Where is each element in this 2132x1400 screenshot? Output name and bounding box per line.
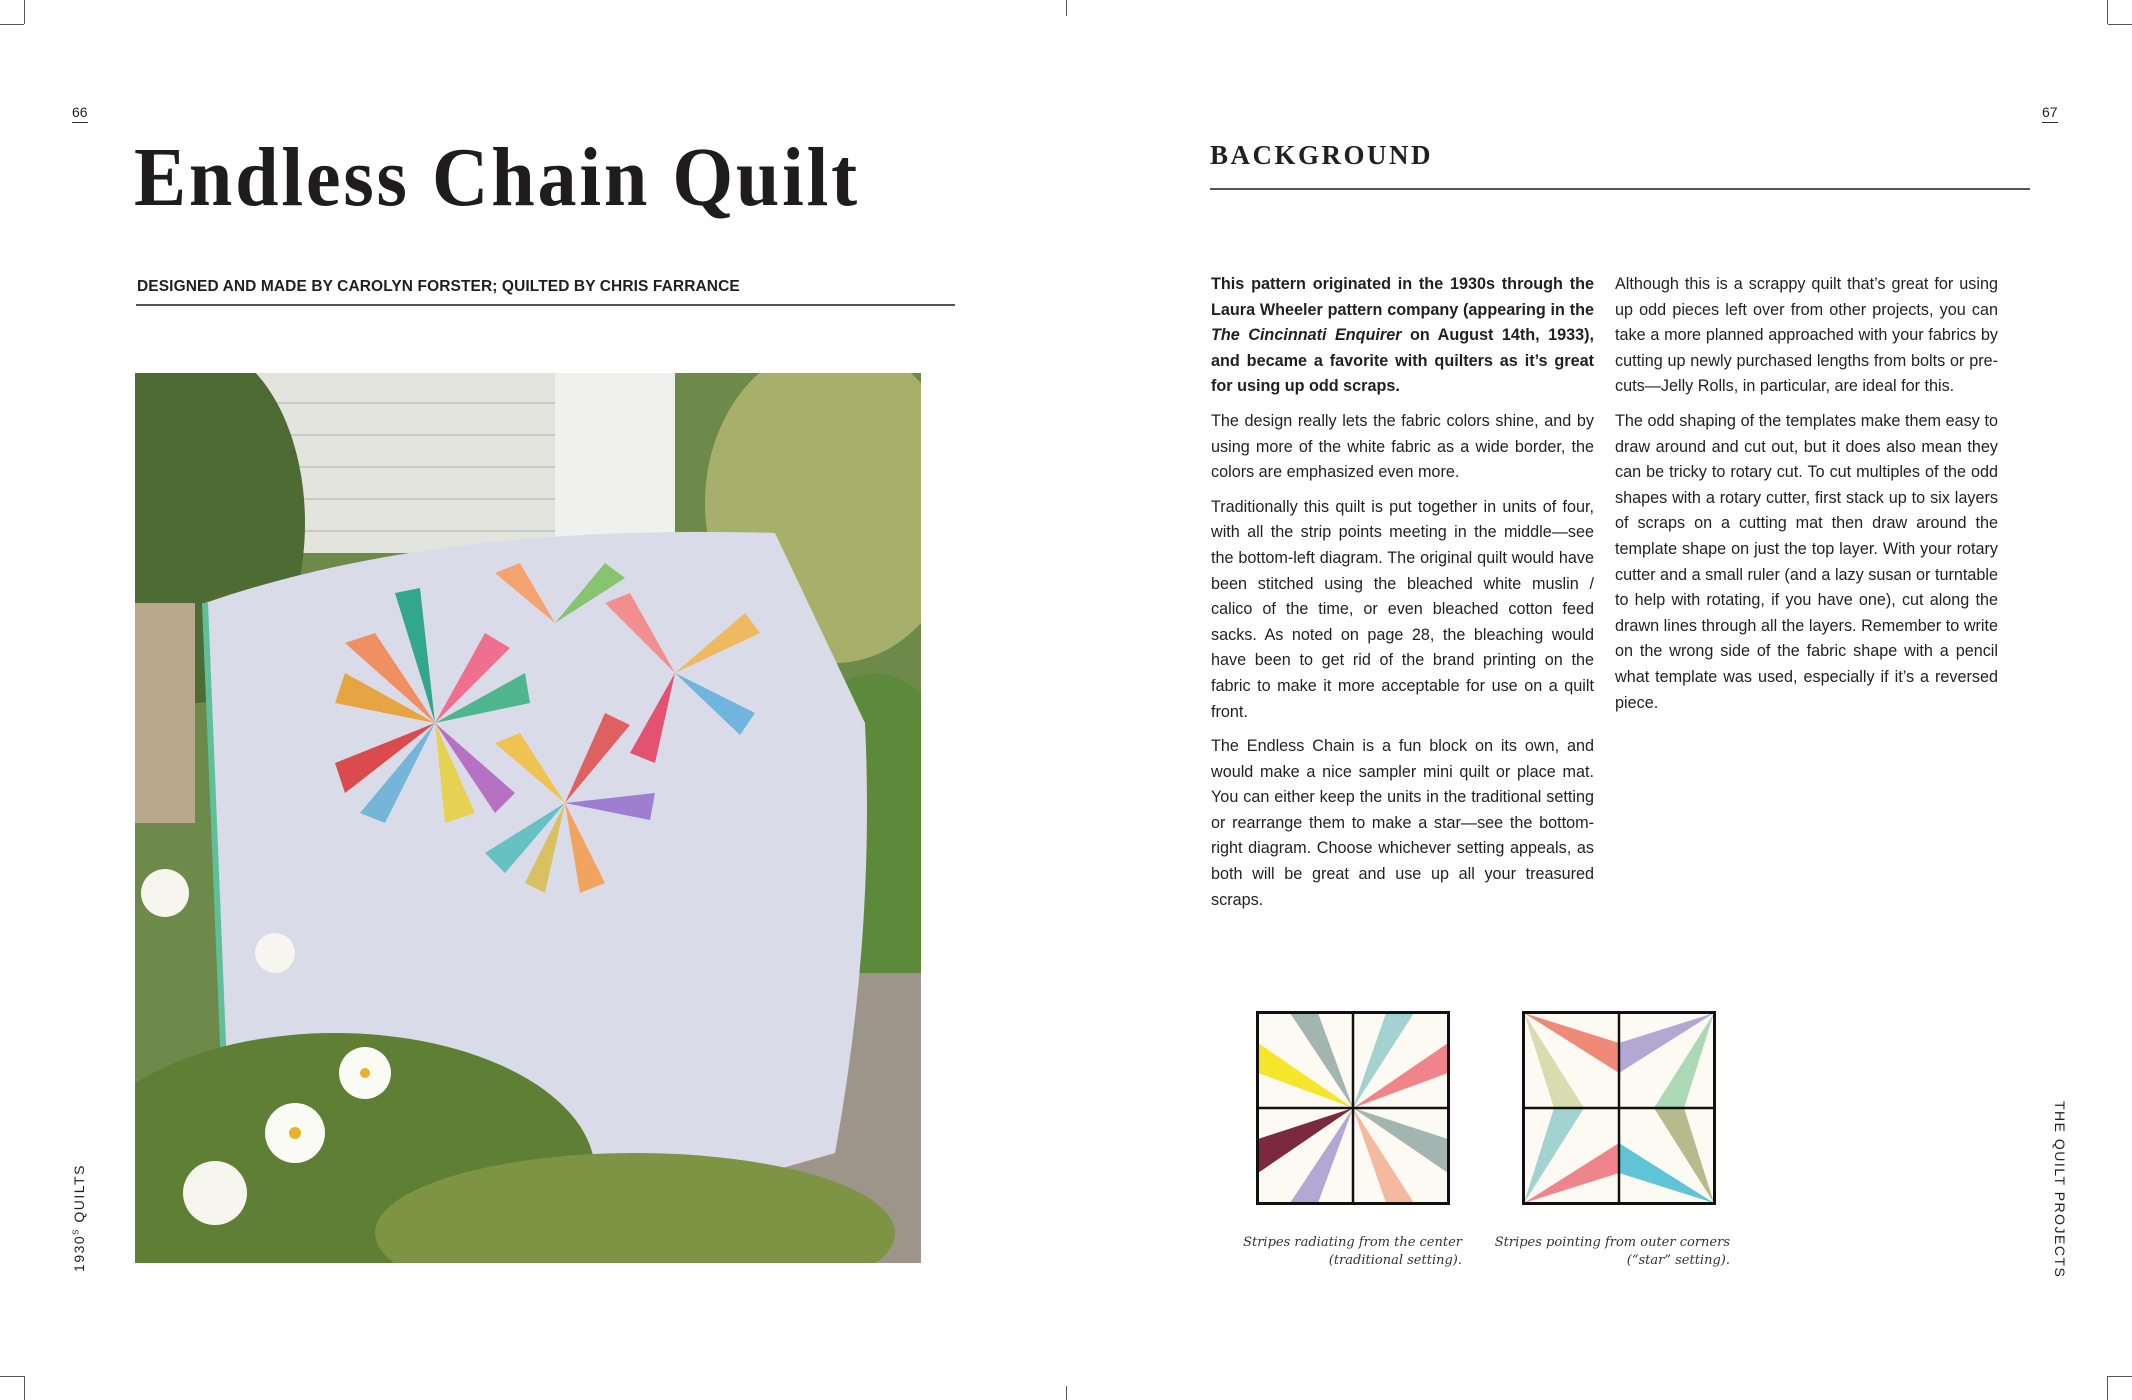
caption-line: Stripes pointing from outer corners [1494,1235,1730,1250]
crop-mark-bottom-right-v [2107,1376,2108,1400]
quilt-photo [135,373,921,1263]
text-column-2 [1615,272,1998,725]
paragraph: The odd shaping of the templates make them easy to draw around and cut out, but it does also mean they can be tricky to rotary cut. To cut multiples of the odd shapes with a rotary cutter, first stack up to six layers of scraps on a cutting mat then draw around the template shape on just the top layer. With your rotary cutter and a small ruler (and a lazy susan or turntable to help with rotating, if you have one), cut along the drawn lines through all the layers. Remember to write on the wrong side of the fabric shape with a pencil what template was used, especially if it’s a reversed piece. [1615,411,1998,712]
crop-mark-bottom-center [1066,1386,1067,1400]
credit-line: DESIGNED AND MADE BY CAROLYN FORSTER; QUILTED BY CHRIS FARRANCE [137,278,740,295]
paragraph: The Endless Chain is a fun block on its own, and would make a nice sampler mini quilt or place mat. You can either keep the units in the traditional setting or rearrange them to make a star—see the bottom-right diagram. Choose whichever setting appeals, as both will be great and use up all your treasured scraps. [1211,737,1594,909]
crop-mark-top-left [0,24,24,25]
crop-mark-top-right [2108,24,2132,25]
paragraph: The design really lets the fabric colors shine, and by using more of the white fabric as a wide border, the colors are emphasized even more. [1211,411,1594,482]
section-divider [1210,188,2030,190]
crop-mark-bottom-left [0,1376,24,1377]
lead-text-a: This pattern originated in the 1930s through the Laura Wheeler pattern company (appearing in the [1211,275,1594,319]
crop-mark-bottom-left-v [24,1376,25,1400]
caption-line: (traditional setting). [1328,1253,1462,1268]
caption-star [1490,1234,1730,1270]
text-column-1 [1211,272,1594,922]
running-head-left [71,1163,87,1273]
lead-text-b: on August 14th, 1933), and became a favorite with quilters as it’s great for using up odd scraps. [1211,326,1595,396]
traditional-setting-diagram [1256,1011,1450,1205]
newspaper-title: The Cincinnati Enquirer [1211,326,1402,345]
caption-traditional [1230,1234,1462,1270]
page-title: Endless Chain Quilt [134,131,860,224]
caption-line: (“star” setting). [1626,1253,1730,1268]
lead-paragraph [1211,272,1594,400]
star-setting-diagram [1522,1011,1716,1205]
running-head-right: THE QUILT PROJECTS [2052,1101,2068,1279]
crop-mark-bottom-right [2108,1376,2132,1377]
paragraph: Although this is a scrappy quilt that’s great for using up odd pieces left over from other projects, you can take a more planned approached with your fabrics by cutting up newly purchased lengths from bolts or pre-cuts—Jelly Rolls, in particular, are ideal for this. [1615,275,1998,396]
running-head-left-sup: S [71,1227,81,1235]
page-number-left: 66 [72,104,88,123]
crop-mark-top-right-v [2107,0,2108,24]
running-head-left-text: QUILTS [71,1164,87,1228]
paragraph: Traditionally this quilt is put together in units of four, with all the strip points meeting in the middle—see the bottom-left diagram. The original quilt would have been stitched using the bleached white muslin / calico of the time, or even bleached cotton feed sacks. As noted on page 28, the bleaching would have been to get rid of the brand printing on the fabric to make it more acceptable for use on a quilt front. [1211,497,1594,721]
page-number-right: 67 [2042,104,2058,123]
credit-divider [136,304,955,306]
section-heading: BACKGROUND [1210,140,1434,170]
running-head-left-number: 1930 [71,1234,87,1272]
crop-mark-top-left-v [24,0,25,24]
caption-line: Stripes radiating from the center [1243,1235,1462,1250]
crop-mark-top-center [1066,0,1067,16]
